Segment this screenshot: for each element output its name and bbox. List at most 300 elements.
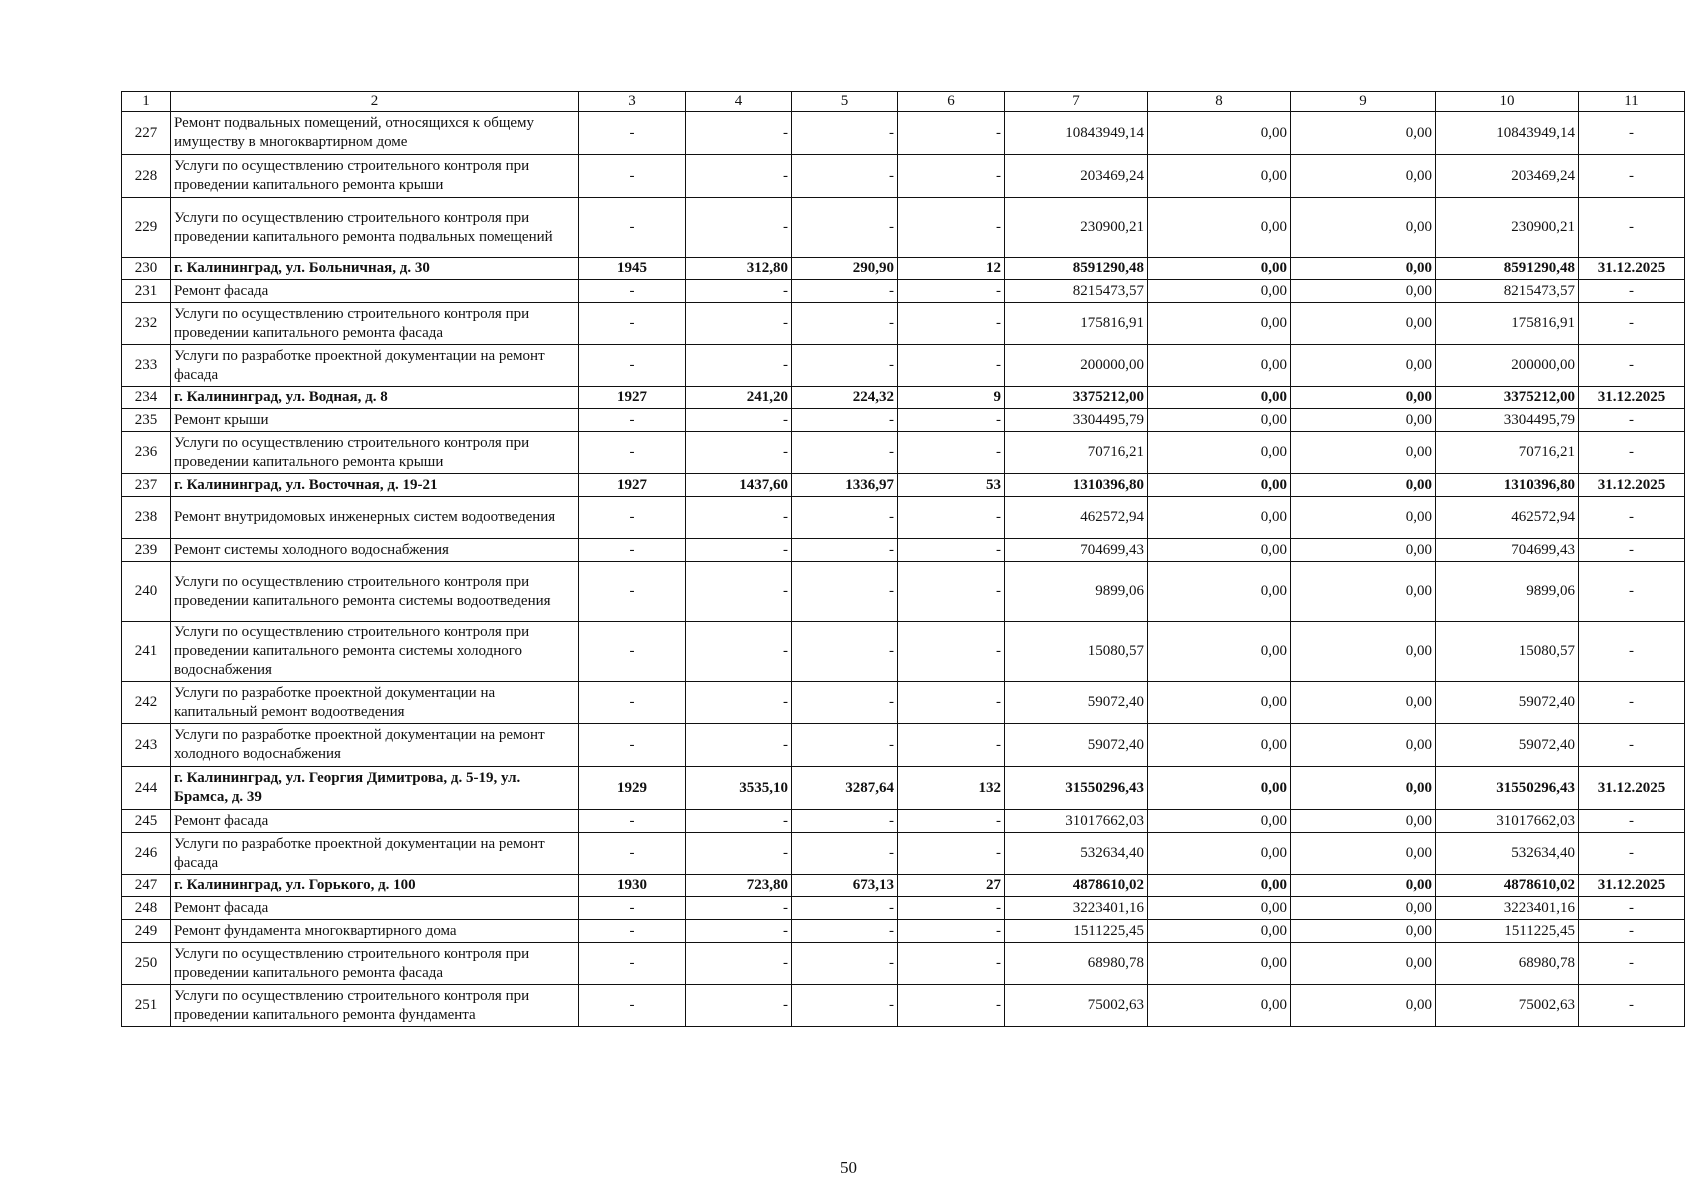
cell-col6: - (898, 155, 1005, 198)
cell-deadline: - (1579, 112, 1685, 155)
cell-col9: 0,00 (1291, 198, 1436, 258)
column-number: 7 (1005, 92, 1148, 112)
row-description: Услуги по осуществлению строительного контроля при проведении капитального ремонта фасада (171, 943, 579, 985)
work-row (122, 622, 1685, 682)
work-row (122, 409, 1685, 432)
cell-deadline: 31.12.2025 (1579, 474, 1685, 497)
cell-total: 75002,63 (1005, 985, 1148, 1027)
work-row (122, 112, 1685, 155)
cell-col6: - (898, 497, 1005, 539)
row-number: 250 (122, 943, 171, 985)
address-row (122, 767, 1685, 810)
cell-deadline: - (1579, 280, 1685, 303)
cell-year: 1930 (579, 875, 686, 897)
cell-col9: 0,00 (1291, 432, 1436, 474)
cell-total: 200000,00 (1005, 345, 1148, 387)
cell-col5: - (792, 112, 898, 155)
row-number: 230 (122, 258, 171, 280)
cell-col6: - (898, 562, 1005, 622)
cell-total: 70716,21 (1005, 432, 1148, 474)
cell-total: 175816,91 (1005, 303, 1148, 345)
cell-col8: 0,00 (1148, 943, 1291, 985)
cell-col10: 9899,06 (1436, 562, 1579, 622)
row-description: г. Калининград, ул. Водная, д. 8 (171, 387, 579, 409)
cell-deadline: - (1579, 724, 1685, 767)
work-row (122, 155, 1685, 198)
cell-col4: - (686, 539, 792, 562)
cell-col9: 0,00 (1291, 875, 1436, 897)
column-number: 11 (1579, 92, 1685, 112)
cell-col8: 0,00 (1148, 345, 1291, 387)
column-number: 3 (579, 92, 686, 112)
cell-col10: 1310396,80 (1436, 474, 1579, 497)
cell-col10: 230900,21 (1436, 198, 1579, 258)
address-row (122, 258, 1685, 280)
row-number: 232 (122, 303, 171, 345)
table-body (122, 92, 1685, 1027)
cell-col9: 0,00 (1291, 810, 1436, 833)
cell-year: - (579, 198, 686, 258)
cell-col5: - (792, 920, 898, 943)
cell-col8: 0,00 (1148, 258, 1291, 280)
cell-deadline: 31.12.2025 (1579, 767, 1685, 810)
cell-deadline: - (1579, 943, 1685, 985)
row-description: Услуги по осуществлению строительного контроля при проведении капитального ремонта фасада (171, 303, 579, 345)
cell-col9: 0,00 (1291, 280, 1436, 303)
row-number: 244 (122, 767, 171, 810)
row-number: 228 (122, 155, 171, 198)
row-description: Ремонт внутридомовых инженерных систем водоотведения (171, 497, 579, 539)
column-number: 2 (171, 92, 579, 112)
cell-col8: 0,00 (1148, 622, 1291, 682)
row-description: г. Калининград, ул. Георгия Димитрова, д. 5-19, ул. Брамса, д. 39 (171, 767, 579, 810)
cell-col6: - (898, 985, 1005, 1027)
work-row (122, 562, 1685, 622)
cell-year: - (579, 409, 686, 432)
cell-col9: 0,00 (1291, 539, 1436, 562)
cell-col4: - (686, 155, 792, 198)
cell-col8: 0,00 (1148, 985, 1291, 1027)
cell-year: - (579, 810, 686, 833)
cell-deadline: - (1579, 497, 1685, 539)
row-number: 247 (122, 875, 171, 897)
cell-col4: - (686, 345, 792, 387)
cell-deadline: - (1579, 198, 1685, 258)
address-row (122, 387, 1685, 409)
address-row (122, 875, 1685, 897)
cell-col8: 0,00 (1148, 474, 1291, 497)
cell-col6: - (898, 920, 1005, 943)
row-number: 245 (122, 810, 171, 833)
row-number: 249 (122, 920, 171, 943)
cell-col10: 3304495,79 (1436, 409, 1579, 432)
cell-year: - (579, 833, 686, 875)
cell-col8: 0,00 (1148, 682, 1291, 724)
cell-col6: - (898, 303, 1005, 345)
cell-col6: - (898, 833, 1005, 875)
work-row (122, 303, 1685, 345)
cell-total: 532634,40 (1005, 833, 1148, 875)
cell-col8: 0,00 (1148, 833, 1291, 875)
column-number: 8 (1148, 92, 1291, 112)
row-description: Услуги по разработке проектной документации на ремонт фасада (171, 345, 579, 387)
row-number: 248 (122, 897, 171, 920)
cell-deadline: - (1579, 432, 1685, 474)
cell-col5: - (792, 810, 898, 833)
row-number: 233 (122, 345, 171, 387)
cell-col8: 0,00 (1148, 432, 1291, 474)
cell-col6: - (898, 198, 1005, 258)
cell-col6: - (898, 345, 1005, 387)
cell-total: 31017662,03 (1005, 810, 1148, 833)
cell-col9: 0,00 (1291, 409, 1436, 432)
cell-col10: 462572,94 (1436, 497, 1579, 539)
row-description: Услуги по осуществлению строительного контроля при проведении капитального ремонта системы водоотведения (171, 562, 579, 622)
row-description: Услуги по разработке проектной документации на ремонт холодного водоснабжения (171, 724, 579, 767)
cell-year: - (579, 897, 686, 920)
cell-year: - (579, 280, 686, 303)
cell-col6: - (898, 682, 1005, 724)
cell-year: 1927 (579, 387, 686, 409)
column-number: 1 (122, 92, 171, 112)
cell-year: - (579, 155, 686, 198)
cell-col9: 0,00 (1291, 112, 1436, 155)
cell-total: 462572,94 (1005, 497, 1148, 539)
cell-col6: 12 (898, 258, 1005, 280)
cell-deadline: - (1579, 409, 1685, 432)
cell-year: - (579, 724, 686, 767)
cell-total: 230900,21 (1005, 198, 1148, 258)
cell-total: 15080,57 (1005, 622, 1148, 682)
cell-col10: 31550296,43 (1436, 767, 1579, 810)
cell-col6: - (898, 897, 1005, 920)
cell-col6: - (898, 810, 1005, 833)
cell-total: 8215473,57 (1005, 280, 1148, 303)
cell-col4: - (686, 920, 792, 943)
row-description: Услуги по осуществлению строительного контроля при проведении капитального ремонта подвальных помещений (171, 198, 579, 258)
cell-col10: 3375212,00 (1436, 387, 1579, 409)
cell-col9: 0,00 (1291, 943, 1436, 985)
cell-total: 68980,78 (1005, 943, 1148, 985)
row-description: Услуги по осуществлению строительного контроля при проведении капитального ремонта фундамента (171, 985, 579, 1027)
cell-col8: 0,00 (1148, 767, 1291, 810)
work-row (122, 724, 1685, 767)
cell-col4: - (686, 724, 792, 767)
cell-deadline: - (1579, 562, 1685, 622)
cell-year: 1929 (579, 767, 686, 810)
cell-deadline: - (1579, 833, 1685, 875)
cell-total: 4878610,02 (1005, 875, 1148, 897)
row-number: 229 (122, 198, 171, 258)
cell-col5: - (792, 409, 898, 432)
row-description: Ремонт подвальных помещений, относящихся к общему имуществу в многоквартирном доме (171, 112, 579, 155)
work-row (122, 810, 1685, 833)
column-number: 4 (686, 92, 792, 112)
cell-col8: 0,00 (1148, 387, 1291, 409)
cell-col10: 3223401,16 (1436, 897, 1579, 920)
cell-col6: - (898, 539, 1005, 562)
row-description: г. Калининград, ул. Горького, д. 100 (171, 875, 579, 897)
cell-col5: - (792, 155, 898, 198)
row-description: г. Калининград, ул. Больничная, д. 30 (171, 258, 579, 280)
cell-col4: - (686, 622, 792, 682)
cell-col8: 0,00 (1148, 920, 1291, 943)
cell-year: 1927 (579, 474, 686, 497)
cell-col9: 0,00 (1291, 303, 1436, 345)
cell-col4: 1437,60 (686, 474, 792, 497)
cell-col9: 0,00 (1291, 562, 1436, 622)
row-number: 231 (122, 280, 171, 303)
cell-col6: - (898, 280, 1005, 303)
cell-col4: - (686, 833, 792, 875)
cell-col8: 0,00 (1148, 112, 1291, 155)
work-row (122, 539, 1685, 562)
cell-total: 1511225,45 (1005, 920, 1148, 943)
cell-col10: 59072,40 (1436, 724, 1579, 767)
cell-total: 1310396,80 (1005, 474, 1148, 497)
cell-col4: - (686, 303, 792, 345)
cell-col5: - (792, 198, 898, 258)
cell-col4: 312,80 (686, 258, 792, 280)
cell-col10: 75002,63 (1436, 985, 1579, 1027)
row-number: 236 (122, 432, 171, 474)
cell-col9: 0,00 (1291, 258, 1436, 280)
cell-year: - (579, 562, 686, 622)
cell-year: - (579, 682, 686, 724)
cell-deadline: - (1579, 810, 1685, 833)
cell-col10: 175816,91 (1436, 303, 1579, 345)
cell-col8: 0,00 (1148, 198, 1291, 258)
cell-col6: 132 (898, 767, 1005, 810)
work-row (122, 943, 1685, 985)
cell-col6: - (898, 622, 1005, 682)
work-row (122, 833, 1685, 875)
cell-col5: - (792, 622, 898, 682)
cell-col9: 0,00 (1291, 767, 1436, 810)
cell-col4: - (686, 985, 792, 1027)
cell-col6: 27 (898, 875, 1005, 897)
cell-col10: 15080,57 (1436, 622, 1579, 682)
cell-total: 203469,24 (1005, 155, 1148, 198)
cell-col5: - (792, 897, 898, 920)
work-row (122, 198, 1685, 258)
cell-col4: - (686, 562, 792, 622)
cell-col9: 0,00 (1291, 897, 1436, 920)
cell-col5: 290,90 (792, 258, 898, 280)
cell-col5: - (792, 682, 898, 724)
row-description: Услуги по разработке проектной документации на капитальный ремонт водоотведения (171, 682, 579, 724)
cell-col8: 0,00 (1148, 810, 1291, 833)
column-number: 10 (1436, 92, 1579, 112)
cell-col4: - (686, 112, 792, 155)
work-row (122, 920, 1685, 943)
cell-year: - (579, 303, 686, 345)
row-description: Ремонт фасада (171, 897, 579, 920)
cell-col8: 0,00 (1148, 409, 1291, 432)
cell-col8: 0,00 (1148, 875, 1291, 897)
cell-col4: 723,80 (686, 875, 792, 897)
row-description: Ремонт фундамента многоквартирного дома (171, 920, 579, 943)
cell-col10: 10843949,14 (1436, 112, 1579, 155)
cell-col8: 0,00 (1148, 562, 1291, 622)
cell-total: 59072,40 (1005, 724, 1148, 767)
cell-deadline: - (1579, 682, 1685, 724)
cell-col9: 0,00 (1291, 724, 1436, 767)
cell-col5: 3287,64 (792, 767, 898, 810)
cell-col9: 0,00 (1291, 345, 1436, 387)
cell-col5: - (792, 497, 898, 539)
cell-col10: 1511225,45 (1436, 920, 1579, 943)
row-number: 239 (122, 539, 171, 562)
cell-col10: 4878610,02 (1436, 875, 1579, 897)
cell-col5: - (792, 724, 898, 767)
cell-col4: - (686, 432, 792, 474)
cell-col4: - (686, 897, 792, 920)
page-number: 50 (840, 1158, 857, 1177)
cell-total: 3375212,00 (1005, 387, 1148, 409)
cell-year: - (579, 497, 686, 539)
work-row (122, 432, 1685, 474)
works-table (121, 91, 1685, 1027)
row-number: 238 (122, 497, 171, 539)
cell-col4: - (686, 409, 792, 432)
cell-col8: 0,00 (1148, 280, 1291, 303)
cell-col10: 200000,00 (1436, 345, 1579, 387)
cell-col4: - (686, 943, 792, 985)
cell-total: 704699,43 (1005, 539, 1148, 562)
cell-col10: 532634,40 (1436, 833, 1579, 875)
cell-col9: 0,00 (1291, 985, 1436, 1027)
cell-total: 8591290,48 (1005, 258, 1148, 280)
row-number: 251 (122, 985, 171, 1027)
cell-deadline: - (1579, 622, 1685, 682)
row-description: Ремонт системы холодного водоснабжения (171, 539, 579, 562)
cell-year: - (579, 920, 686, 943)
row-number: 237 (122, 474, 171, 497)
row-description: г. Калининград, ул. Восточная, д. 19-21 (171, 474, 579, 497)
cell-deadline: - (1579, 897, 1685, 920)
cell-col8: 0,00 (1148, 303, 1291, 345)
cell-col5: - (792, 432, 898, 474)
cell-total: 3304495,79 (1005, 409, 1148, 432)
cell-col10: 59072,40 (1436, 682, 1579, 724)
cell-deadline: - (1579, 539, 1685, 562)
row-number: 240 (122, 562, 171, 622)
cell-total: 9899,06 (1005, 562, 1148, 622)
work-row (122, 280, 1685, 303)
address-row (122, 474, 1685, 497)
cell-col5: - (792, 539, 898, 562)
cell-deadline: - (1579, 303, 1685, 345)
work-row (122, 985, 1685, 1027)
cell-deadline: - (1579, 345, 1685, 387)
row-number: 241 (122, 622, 171, 682)
cell-col9: 0,00 (1291, 155, 1436, 198)
cell-year: - (579, 539, 686, 562)
cell-col10: 31017662,03 (1436, 810, 1579, 833)
work-row (122, 345, 1685, 387)
row-description: Ремонт фасада (171, 280, 579, 303)
cell-col9: 0,00 (1291, 622, 1436, 682)
cell-col4: - (686, 810, 792, 833)
cell-col5: - (792, 345, 898, 387)
cell-col9: 0,00 (1291, 387, 1436, 409)
cell-col10: 8215473,57 (1436, 280, 1579, 303)
cell-deadline: - (1579, 920, 1685, 943)
cell-year: - (579, 432, 686, 474)
column-number: 9 (1291, 92, 1436, 112)
cell-deadline: 31.12.2025 (1579, 875, 1685, 897)
cell-col8: 0,00 (1148, 155, 1291, 198)
cell-col10: 70716,21 (1436, 432, 1579, 474)
row-number: 234 (122, 387, 171, 409)
cell-col10: 203469,24 (1436, 155, 1579, 198)
cell-total: 59072,40 (1005, 682, 1148, 724)
cell-col10: 8591290,48 (1436, 258, 1579, 280)
cell-col6: - (898, 724, 1005, 767)
row-number: 242 (122, 682, 171, 724)
cell-deadline: - (1579, 155, 1685, 198)
cell-col9: 0,00 (1291, 474, 1436, 497)
cell-col5: 1336,97 (792, 474, 898, 497)
row-description: Услуги по осуществлению строительного контроля при проведении капитального ремонта крыши (171, 432, 579, 474)
work-row (122, 682, 1685, 724)
column-number-row (122, 92, 1685, 112)
row-description: Ремонт фасада (171, 810, 579, 833)
cell-col5: - (792, 985, 898, 1027)
work-row (122, 897, 1685, 920)
cell-col9: 0,00 (1291, 682, 1436, 724)
cell-col6: - (898, 112, 1005, 155)
cell-col9: 0,00 (1291, 833, 1436, 875)
cell-col8: 0,00 (1148, 539, 1291, 562)
row-number: 227 (122, 112, 171, 155)
row-number: 246 (122, 833, 171, 875)
cell-total: 3223401,16 (1005, 897, 1148, 920)
row-description: Услуги по осуществлению строительного контроля при проведении капитального ремонта системы холодного водоснабжения (171, 622, 579, 682)
cell-col4: 241,20 (686, 387, 792, 409)
cell-col5: - (792, 562, 898, 622)
cell-col8: 0,00 (1148, 724, 1291, 767)
cell-deadline: 31.12.2025 (1579, 258, 1685, 280)
cell-col9: 0,00 (1291, 920, 1436, 943)
cell-total: 10843949,14 (1005, 112, 1148, 155)
cell-deadline: - (1579, 985, 1685, 1027)
cell-col5: - (792, 833, 898, 875)
cell-year: - (579, 112, 686, 155)
cell-col6: - (898, 432, 1005, 474)
cell-col4: - (686, 682, 792, 724)
cell-col5: 673,13 (792, 875, 898, 897)
cell-year: - (579, 985, 686, 1027)
cell-col5: - (792, 943, 898, 985)
cell-col4: - (686, 198, 792, 258)
column-number: 6 (898, 92, 1005, 112)
cell-col6: 9 (898, 387, 1005, 409)
cell-col4: - (686, 497, 792, 539)
cell-col6: - (898, 943, 1005, 985)
cell-col9: 0,00 (1291, 497, 1436, 539)
cell-col4: 3535,10 (686, 767, 792, 810)
cell-col10: 704699,43 (1436, 539, 1579, 562)
cell-total: 31550296,43 (1005, 767, 1148, 810)
row-description: Услуги по разработке проектной документации на ремонт фасада (171, 833, 579, 875)
cell-col4: - (686, 280, 792, 303)
cell-year: - (579, 345, 686, 387)
cell-col8: 0,00 (1148, 497, 1291, 539)
cell-col6: 53 (898, 474, 1005, 497)
cell-year: 1945 (579, 258, 686, 280)
